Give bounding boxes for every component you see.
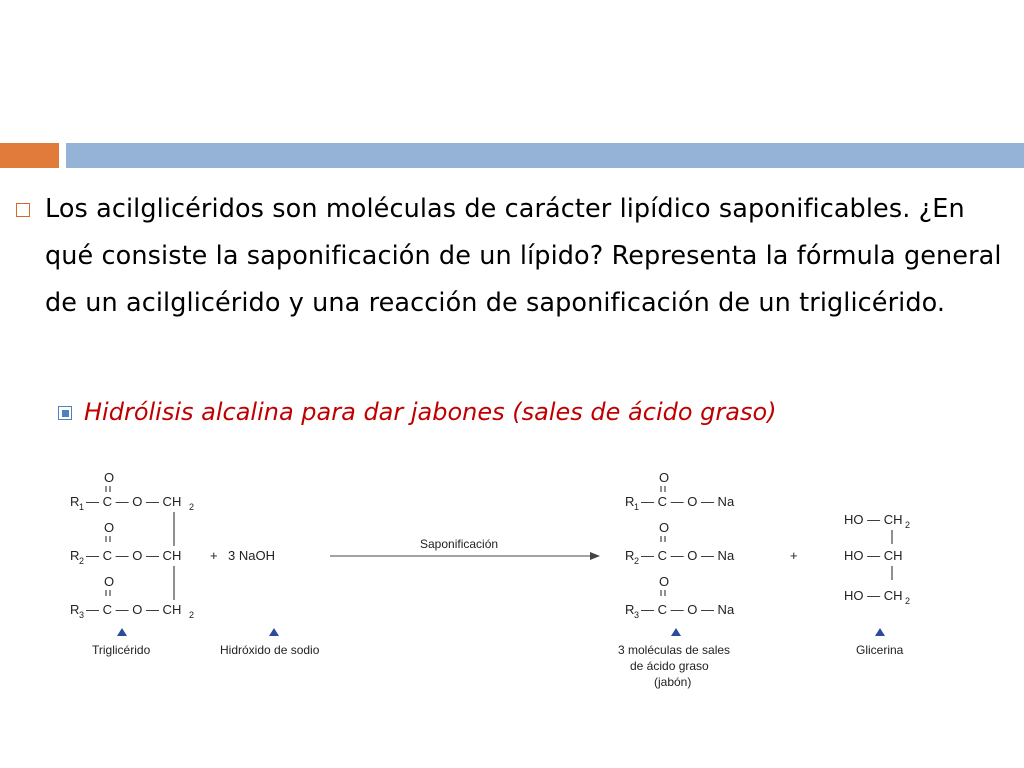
answer-text: Hidrólisis alcalina para dar jabones (sales de ácido graso) bbox=[84, 398, 777, 426]
reaction-scheme bbox=[62, 460, 932, 700]
svg-text:2: 2 bbox=[905, 520, 911, 530]
svg-text:— C — O — CH: — C — O — CH bbox=[86, 602, 182, 617]
svg-text:O: O bbox=[104, 520, 115, 535]
svg-text:2: 2 bbox=[189, 502, 195, 512]
svg-text:— C — O — CH: — C — O — CH bbox=[86, 494, 182, 509]
svg-text:O: O bbox=[659, 520, 670, 535]
plus-sign: + bbox=[210, 548, 218, 563]
triangle-marker-icon bbox=[875, 628, 885, 636]
svg-text:O: O bbox=[659, 470, 670, 485]
saponification-diagram bbox=[62, 460, 932, 700]
svg-text:R: R bbox=[625, 494, 635, 509]
svg-text:2: 2 bbox=[634, 556, 640, 566]
label-salts-2: de ácido graso bbox=[630, 659, 709, 673]
label-salts-3: (jabón) bbox=[654, 675, 692, 689]
reaction-arrow bbox=[330, 552, 600, 560]
svg-text:O: O bbox=[104, 574, 115, 589]
svg-text:2: 2 bbox=[189, 610, 195, 620]
label-glycerin: Glicerina bbox=[856, 643, 904, 657]
naoh-formula: 3 NaOH bbox=[228, 548, 275, 563]
plus-sign-products: + bbox=[790, 548, 798, 563]
triangle-marker-icon bbox=[269, 628, 279, 636]
svg-text:R: R bbox=[70, 548, 80, 563]
svg-text:— C — O — Na: — C — O — Na bbox=[641, 548, 735, 563]
header-accent-blue bbox=[66, 143, 1024, 168]
svg-text:2: 2 bbox=[79, 556, 85, 566]
triangle-marker-icon bbox=[117, 628, 127, 636]
question-text: Los acilglicéridos son moléculas de carácter lipídico saponificables. ¿En qué consiste la saponificación de un lípido? Representa la fórmula general de un acilglicérido y una reacción de saponificación de un triglicérido. bbox=[45, 194, 1002, 318]
svg-text:O: O bbox=[659, 574, 670, 589]
triglyceride-structure bbox=[70, 470, 194, 620]
svg-text:3: 3 bbox=[79, 610, 85, 620]
label-hydroxide: Hidróxido de sodio bbox=[220, 643, 320, 657]
square-bullet-icon bbox=[16, 203, 30, 217]
svg-text:— C — O — Na: — C — O — Na bbox=[641, 602, 735, 617]
svg-text:2: 2 bbox=[905, 596, 911, 606]
svg-text:HO — CH: HO — CH bbox=[844, 588, 903, 603]
svg-text:HO — CH: HO — CH bbox=[844, 512, 903, 527]
svg-text:HO — CH: HO — CH bbox=[844, 548, 903, 563]
glycerin-structure bbox=[844, 512, 910, 606]
label-trigliceride: Triglicérido bbox=[92, 643, 151, 657]
arrow-label: Saponificación bbox=[420, 537, 499, 551]
svg-text:R: R bbox=[625, 602, 635, 617]
triangle-marker-icon bbox=[671, 628, 681, 636]
svg-text:— C — O — Na: — C — O — Na bbox=[641, 494, 735, 509]
svg-text:O: O bbox=[104, 470, 115, 485]
answer-item bbox=[58, 394, 958, 430]
svg-text:R: R bbox=[70, 494, 80, 509]
svg-text:3: 3 bbox=[634, 610, 640, 620]
fatty-acid-salts-structure bbox=[625, 470, 735, 620]
svg-text:1: 1 bbox=[634, 502, 640, 512]
header-accent-orange bbox=[0, 143, 59, 168]
slide-content bbox=[16, 186, 1006, 426]
label-salts-1: 3 moléculas de sales bbox=[618, 643, 731, 657]
svg-text:R: R bbox=[70, 602, 80, 617]
svg-text:— C — O — CH: — C — O — CH bbox=[86, 548, 182, 563]
filled-square-bullet-icon bbox=[58, 406, 72, 420]
svg-text:R: R bbox=[625, 548, 635, 563]
svg-text:1: 1 bbox=[79, 502, 85, 512]
